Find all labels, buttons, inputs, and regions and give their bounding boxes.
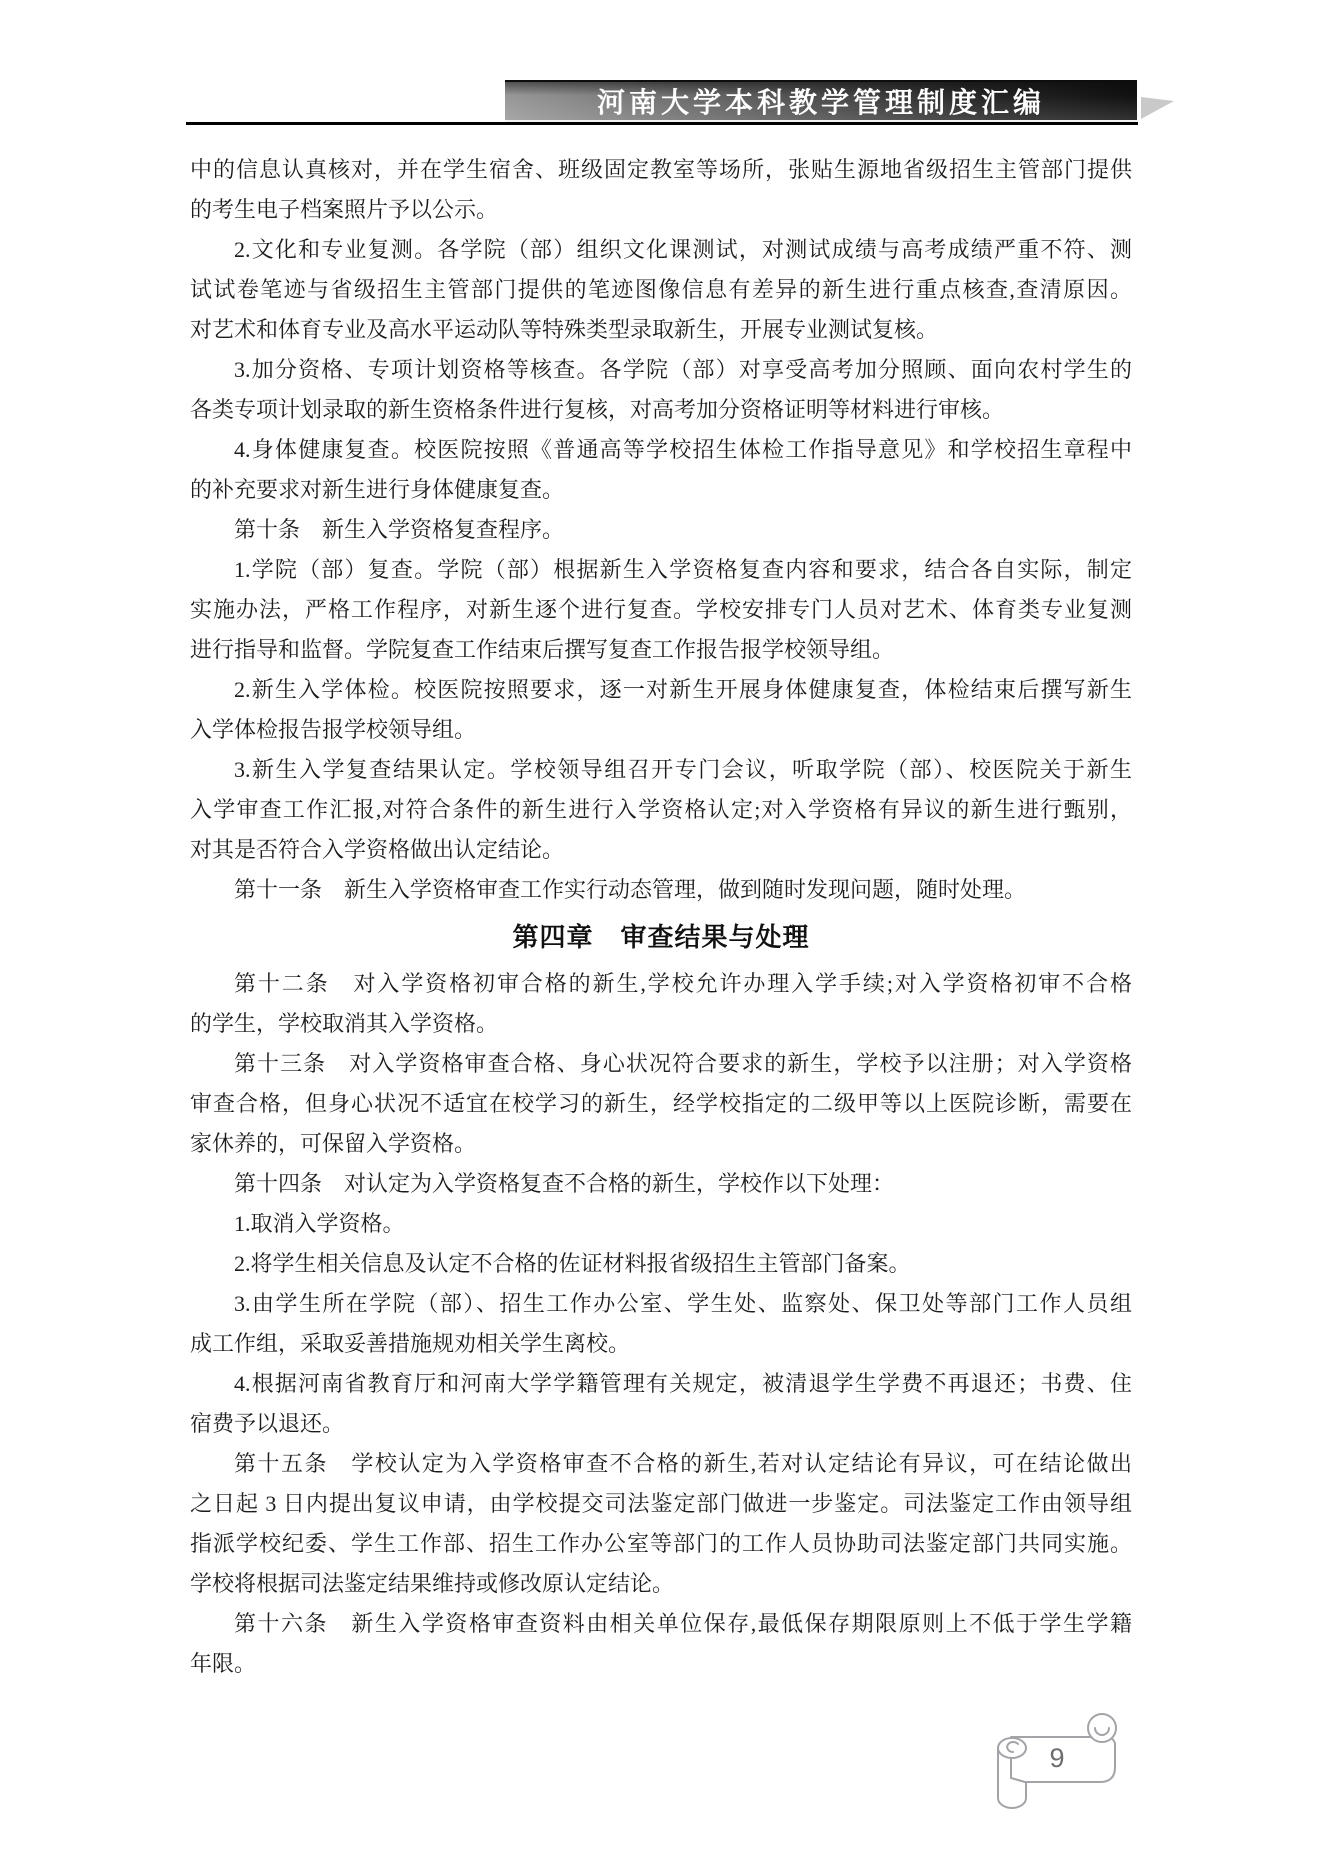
chapter-heading: 第四章 审查结果与处理: [512, 922, 810, 952]
header-banner-title: 河南大学本科教学管理制度汇编: [596, 88, 1045, 119]
document-line: 审查合格，但身心状况不适宜在校学习的新生，经学校指定的二级甲等以上医院诊断，需要在: [190, 1091, 1132, 1116]
document-line: 1.学院（部）复查。学院（部）根据新生入学资格复查内容和要求，结合各自实际，制定: [234, 557, 1132, 582]
document-line: 2.文化和专业复测。各学院（部）组织文化课测试，对测试成绩与高考成绩严重不符、测: [234, 237, 1132, 262]
document-line: 第十五条 学校认定为入学资格审查不合格的新生,若对认定结论有异议，可在结论做出: [234, 1451, 1132, 1476]
document-line: 的学生，学校取消其入学资格。: [190, 1011, 499, 1036]
header-banner: [505, 80, 1137, 122]
document-line: 第十二条 对入学资格初审合格的新生,学校允许办理入学手续;对入学资格初审不合格: [234, 971, 1132, 996]
document-line: 宿费予以退还。: [190, 1411, 345, 1436]
document-line: 的补充要求对新生进行身体健康复查。: [190, 477, 565, 502]
document-line: 第十三条 对入学资格审查合格、身心状况符合要求的新生，学校予以注册；对入学资格: [234, 1051, 1132, 1076]
document-line: 成工作组，采取妥善措施规劝相关学生离校。: [190, 1331, 631, 1356]
header-rule: [186, 122, 1138, 125]
document-line: 第十四条 对认定为入学资格复查不合格的新生，学校作以下处理：: [234, 1171, 895, 1196]
document-line: 年限。: [190, 1651, 257, 1676]
document-line: 家休养的，可保留入学资格。: [190, 1131, 477, 1156]
document-body: [190, 150, 1132, 1684]
document-line: 3.加分资格、专项计划资格等核查。各学院（部）对享受高考加分照顾、面向农村学生的: [234, 357, 1132, 382]
document-line: 第十条 新生入学资格复查程序。: [234, 517, 565, 542]
document-line: 对艺术和体育专业及高水平运动队等特殊类型录取新生，开展专业测试复核。: [190, 317, 939, 342]
document-line: 3.由学生所在学院（部）、招生工作办公室、学生处、监察处、保卫处等部门工作人员组: [234, 1291, 1132, 1316]
document-line: 指派学校纪委、学生工作部、招生工作办公室等部门的工作人员协助司法鉴定部门共同实施。: [190, 1531, 1132, 1556]
document-line: 2.新生入学体检。校医院按照要求，逐一对新生开展身体健康复查，体检结束后撰写新生: [234, 677, 1132, 702]
page-number-scroll-icon: [985, 1703, 1135, 1818]
document-line: 对其是否符合入学资格做出认定结论。: [190, 837, 565, 862]
document-line: 各类专项计划录取的新生资格条件进行复核，对高考加分资格证明等材料进行审核。: [190, 397, 1005, 422]
document-line: 入学审查工作汇报,对符合条件的新生进行入学资格认定;对入学资格有异议的新生进行甄别，: [190, 797, 1132, 822]
document-line: 2.将学生相关信息及认定不合格的佐证材料报省级招生主管部门备案。: [234, 1251, 911, 1276]
document-line: 4.根据河南省教育厅和河南大学学籍管理有关规定，被清退学生学费不再退还；书费、住: [234, 1371, 1132, 1396]
document-line: 入学体检报告报学校领导组。: [190, 717, 477, 742]
document-line: 4.身体健康复查。校医院按照《普通高等学校招生体检工作指导意见》和学校招生章程中: [234, 437, 1132, 462]
page-number: 9: [1049, 1743, 1065, 1773]
document-line: 的考生电子档案照片予以公示。: [190, 197, 499, 222]
document-line: 实施办法，严格工作程序，对新生逐个进行复查。学校安排专门人员对艺术、体育类专业复测: [190, 597, 1132, 622]
document-line: 试试卷笔迹与省级招生主管部门提供的笔迹图像信息有差异的新生进行重点核查,查清原因。: [190, 277, 1132, 302]
document-line: 学校将根据司法鉴定结果维持或修改原认定结论。: [190, 1571, 675, 1596]
document-line: 第十六条 新生入学资格审查资料由相关单位保存,最低保存期限原则上不低于学生学籍: [234, 1611, 1132, 1636]
page-corner-arrow-icon: [1141, 97, 1174, 119]
document-line: 中的信息认真核对，并在学生宿舍、班级固定教室等场所，张贴生源地省级招生主管部门提供: [190, 157, 1132, 182]
document-line: 进行指导和监督。学院复查工作结束后撰写复查工作报告报学校领导组。: [190, 637, 895, 662]
document-line: 3.新生入学复查结果认定。学校领导组召开专门会议，听取学院（部）、校医院关于新生: [234, 757, 1132, 782]
document-line: 第十一条 新生入学资格审查工作实行动态管理，做到随时发现问题，随时处理。: [234, 877, 1027, 902]
document-line: 1.取消入学资格。: [234, 1211, 405, 1236]
document-line: 之日起 3 日内提出复议申请，由学校提交司法鉴定部门做进一步鉴定。司法鉴定工作由领导组: [190, 1491, 1132, 1516]
